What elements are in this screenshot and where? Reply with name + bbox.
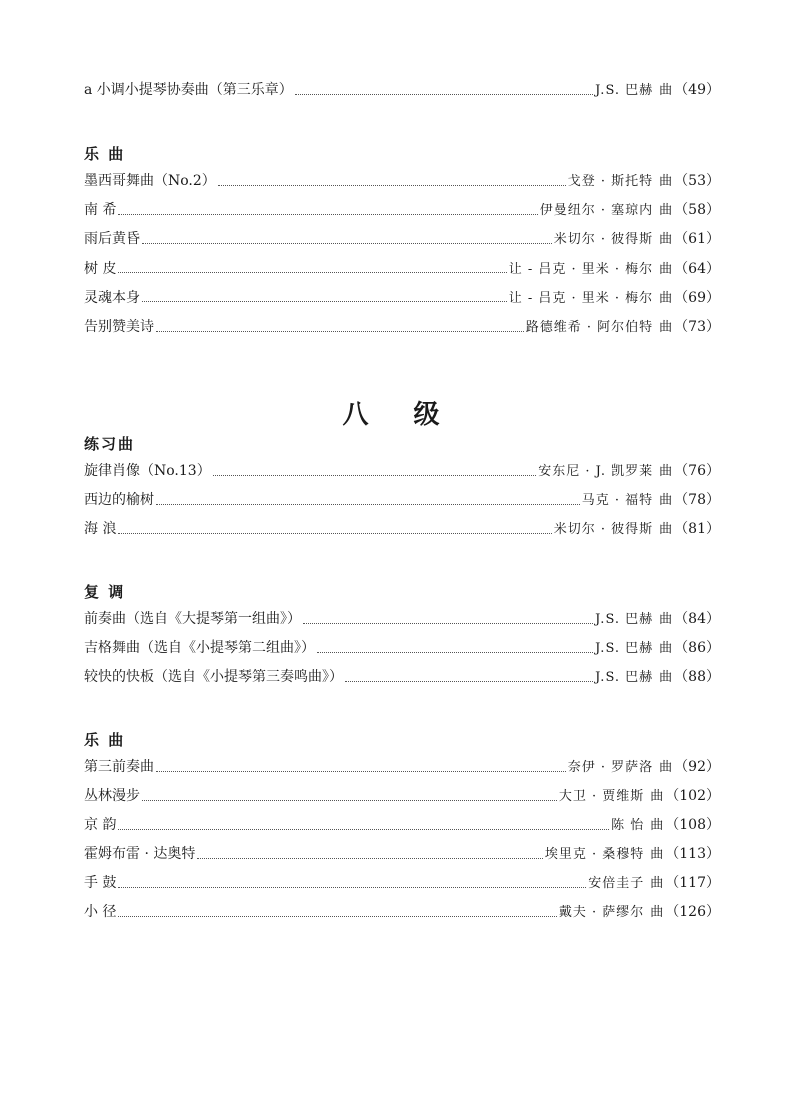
toc-entry (84, 900, 720, 924)
entry-page: （108） (665, 817, 720, 833)
entry-composer: 大卫 · 贾维斯 (558, 789, 645, 804)
entry-qu: 曲 (659, 670, 673, 685)
entry-page: （102） (665, 788, 720, 804)
dot-leader (156, 761, 566, 772)
toc-entry (84, 227, 720, 251)
level-title: 八 级 (342, 400, 458, 430)
entry-page: （69） (674, 289, 720, 306)
entry-composer: 路德维希 · 阿尔伯特 (525, 320, 654, 335)
toc-entry (84, 871, 720, 895)
dot-leader (218, 175, 566, 186)
entry-composer: J.S. 巴赫 (595, 83, 654, 98)
toc-entry (84, 784, 720, 808)
dot-leader (295, 84, 593, 95)
toc-entry (84, 488, 720, 512)
entry-title: 海 浪 (84, 521, 117, 537)
entry-composer: 奈伊 · 罗萨洛 (567, 760, 654, 775)
entry-qu: 曲 (659, 464, 673, 479)
entry-page: （81） (674, 521, 720, 537)
entry-title: 前奏曲（选自《大提琴第一组曲》） (84, 611, 301, 627)
entry-page: （92） (674, 759, 720, 775)
dot-leader (142, 790, 557, 801)
entry-title: 灵魂本身 (84, 289, 140, 306)
entry-title: 南 希 (84, 202, 117, 219)
entry-title: 较快的快板（选自《小提琴第三奏鸣曲》） (84, 669, 343, 685)
section-heading: 练习曲 (84, 435, 136, 453)
dot-leader (303, 613, 593, 624)
entry-page: （76） (674, 463, 720, 479)
toc-entry (84, 665, 720, 689)
toc-entry (84, 755, 720, 779)
entry-composer: 让 - 吕克 · 里米 · 梅尔 (508, 261, 654, 277)
dot-leader (118, 819, 609, 830)
dot-leader (142, 291, 507, 302)
dot-leader (345, 671, 593, 682)
dot-leader (317, 642, 593, 653)
entry-page: （58） (674, 202, 720, 219)
entry-composer: 安倍圭子 (588, 876, 645, 891)
entry-qu: 曲 (650, 905, 664, 920)
entry-title: 霍姆布雷 · 达奥特 (84, 846, 196, 862)
entry-title: 手 鼓 (84, 875, 117, 891)
dot-leader (118, 877, 586, 888)
dot-leader (118, 262, 506, 273)
entry-page: （78） (674, 492, 720, 508)
entry-composer: 戈登 · 斯托特 (567, 174, 654, 189)
entry-composer: 埃里克 · 桑穆特 (544, 847, 645, 862)
entry-qu: 曲 (659, 232, 673, 248)
toc-entry (84, 286, 720, 310)
entry-qu: 曲 (659, 174, 673, 189)
toc-entry (84, 517, 720, 541)
entry-qu: 曲 (659, 522, 673, 537)
entry-page: （64） (674, 260, 720, 277)
entry-title: a 小调小提琴协奏曲（第三乐章） (84, 82, 293, 98)
entry-page: （126） (665, 904, 720, 920)
entry-composer: 陈 怡 (611, 818, 645, 833)
entry-composer: J.S. 巴赫 (595, 670, 654, 685)
dot-leader (197, 848, 542, 859)
toc-entry (84, 257, 720, 281)
dot-leader (118, 906, 556, 917)
entry-composer: 米切尔 · 彼得斯 (553, 232, 654, 248)
entry-page: （113） (665, 846, 720, 862)
toc-entry (84, 169, 720, 193)
entry-qu: 曲 (650, 847, 664, 862)
toc-entry (84, 78, 720, 102)
entry-composer: J.S. 巴赫 (595, 612, 654, 627)
entry-qu: 曲 (659, 83, 673, 98)
dot-leader (156, 494, 580, 505)
entry-composer: J.S. 巴赫 (595, 641, 654, 656)
dot-leader (118, 523, 551, 534)
entry-title: 告别赞美诗 (84, 319, 154, 335)
entry-qu: 曲 (650, 876, 664, 891)
entry-composer: 马克 · 福特 (581, 493, 654, 508)
dot-leader (213, 465, 537, 476)
toc-entry (84, 607, 720, 631)
entry-page: （61） (674, 231, 720, 248)
entry-composer: 伊曼纽尔 · 塞琼内 (539, 203, 654, 219)
entry-title: 西边的榆树 (84, 492, 154, 508)
entry-composer: 米切尔 · 彼得斯 (553, 522, 654, 537)
dot-leader (156, 321, 524, 332)
entry-composer: 让 - 吕克 · 里米 · 梅尔 (508, 290, 654, 306)
entry-composer: 安东尼 · J. 凯罗莱 (538, 464, 654, 479)
entry-page: （86） (674, 640, 720, 656)
toc-entry (84, 315, 720, 339)
dot-leader (142, 233, 552, 244)
entry-title: 第三前奏曲 (84, 759, 154, 775)
entry-qu: 曲 (650, 789, 664, 804)
entry-qu: 曲 (659, 641, 673, 656)
entry-qu: 曲 (659, 290, 673, 306)
dot-leader (118, 204, 537, 215)
entry-qu: 曲 (659, 493, 673, 508)
entry-title: 墨西哥舞曲（No.2） (84, 173, 216, 189)
entry-page: （88） (674, 669, 720, 685)
entry-page: （53） (674, 173, 720, 189)
toc-entry (84, 459, 720, 483)
entry-qu: 曲 (659, 261, 673, 277)
entry-title: 吉格舞曲（选自《小提琴第二组曲》） (84, 640, 315, 656)
toc-entry (84, 198, 720, 222)
entry-title: 小 径 (84, 904, 117, 920)
entry-title: 丛林漫步 (84, 788, 140, 804)
entry-qu: 曲 (650, 818, 664, 833)
entry-title: 旋律肖像（No.13） (84, 463, 211, 479)
entry-title: 京 韵 (84, 817, 117, 833)
entry-page: （117） (665, 875, 720, 891)
section-heading: 复 调 (84, 583, 126, 601)
entry-qu: 曲 (659, 760, 673, 775)
toc-entry (84, 842, 720, 866)
entry-qu: 曲 (659, 612, 673, 627)
toc-entry (84, 813, 720, 837)
entry-composer: 戴夫 · 萨缪尔 (558, 905, 645, 920)
toc-entry (84, 636, 720, 660)
entry-qu: 曲 (659, 203, 673, 219)
entry-page: （73） (674, 319, 720, 335)
section-heading: 乐 曲 (84, 145, 126, 163)
section-heading: 乐 曲 (84, 731, 126, 749)
entry-page: （49） (674, 82, 720, 98)
entry-title: 树 皮 (84, 260, 117, 277)
entry-title: 雨后黄昏 (84, 231, 140, 248)
entry-qu: 曲 (659, 320, 673, 335)
entry-page: （84） (674, 611, 720, 627)
